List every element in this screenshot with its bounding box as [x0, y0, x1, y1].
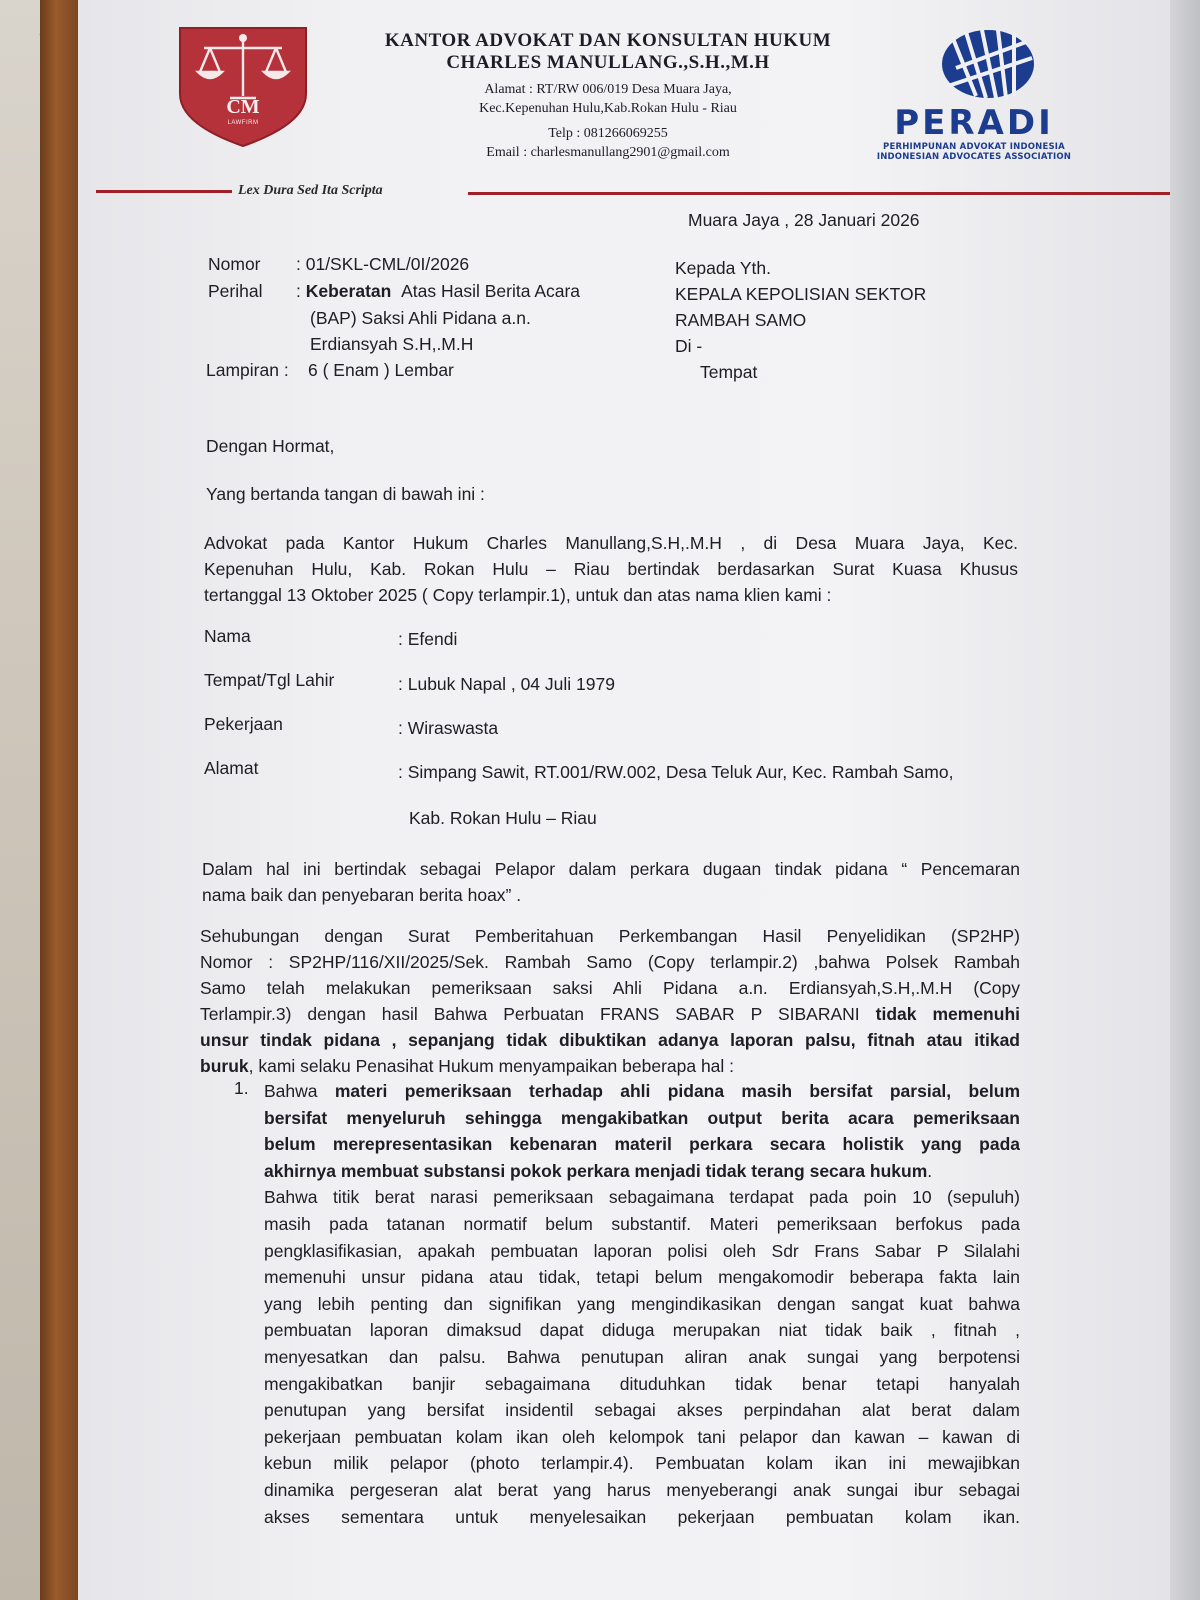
letterhead-motto: Lex Dura Sed Ita Scripta	[238, 183, 383, 198]
intro-line: Yang bertanda tangan di bawah ini :	[206, 484, 485, 504]
recipient-line2: KEPALA KEPOLISIAN SEKTOR	[675, 284, 927, 304]
client-pekerjaan-label: Pekerjaan	[204, 714, 283, 734]
office-name-line1: KANTOR ADVOKAT DAN KONSULTAN HUKUM	[384, 30, 832, 51]
phone-line: Telp : 081266069255	[548, 126, 668, 141]
letter-page	[78, 0, 1170, 1600]
client-nama-label: Nama	[204, 626, 251, 646]
letterhead-title-block	[308, 30, 908, 162]
office-name-line2: CHARLES MANULLANG.,S.H.,M.H	[446, 52, 770, 73]
address-line1: Alamat : RT/RW 006/019 Desa Muara Jaya,	[484, 82, 732, 97]
paragraph-capacity: Dalam hal ini bertindak sebagai Pelapor dalam perkara dugaan tindak pidana “ Pencemaran nama baik dan penyebaran berita hoax” .	[202, 859, 1020, 905]
client-ttl-value: : Lubuk Napal , 04 Juli 1979	[398, 674, 615, 694]
client-pekerjaan-value: : Wiraswasta	[398, 718, 499, 738]
salutation: Dengan Hormat,	[206, 436, 335, 456]
lampiran-value: 6 ( Enam ) Lembar	[308, 360, 454, 380]
address-line2: Kec.Kepenuhan Hulu,Kab.Rokan Hulu - Riau	[479, 101, 737, 116]
lampiran-label: Lampiran :	[206, 360, 289, 380]
perihal-line2: (BAP) Saksi Ahli Pidana a.n.	[310, 308, 531, 328]
item1-paragraph: Bahwa materi pemeriksaan terhadap ahli pidana masih bersifat parsial, belum bersifat menyeluruh sehingga mengakibatkan output berita acara pemeriksaan belum merepresentasikan kebenaran materil perkara secara holistik yang pada akhirnya membuat substansi pokok perkara menjadi tidak terang secara hukum. Bahwa titik berat narasi pemeriksaan sebagaimana terdapat pada poin 10 (sepuluh) masih pada tatanan normatif belum substantif. Materi pemeriksaan berfokus pada pengklasifikasian, apakah pembuatan laporan polisi oleh Sdr Frans Sabar P Silalahi memenuhi unsur pidana atau tidak, tetapi belum mengakomodir beberapa fakta lain yang lebih penting dan signifikan yang mengindikasikan dengan sangat kuat bahwa pembuatan laporan dimaksud dapat diduga merupakan niat tidak baik , fitnah , menyesatkan dan palsu. Bahwa penutupan aliran anak sungai yang berpotensi mengakibatkan banjir sebagaimana dituduhkan tidak benar tetapi hanyalah penutupan yang bersifat insidentil sebagai akses perpindahan alat berat dalam pekerjaan pembuatan kolam ikan oleh kelompok tani pelapor dan kawan – kawan di kebun milik pelapor (photo terlampir.4). Pembuatan kolam ikan ini mewajibkan dinamika pergeseran alat berat yang harus menyeberangi anak sungai ibur sebagai akses sementara untuk menyelesaikan pekerjaan pembuatan kolam ikan.	[264, 1081, 1020, 1527]
peradi-subtitle-id: PERHIMPUNAN ADVOKAT INDONESIA	[883, 142, 1065, 152]
client-alamat-value1: : Simpang Sawit, RT.001/RW.002, Desa Teluk Aur, Kec. Rambah Samo,	[398, 762, 954, 782]
perihal-label: Perihal	[208, 281, 263, 301]
client-nama-value: : Efendi	[398, 629, 458, 649]
peradi-subtitle-en: INDONESIAN ADVOCATES ASSOCIATION	[876, 152, 1072, 162]
client-ttl-label: Tempat/Tgl Lahir	[204, 670, 335, 690]
perihal-line3: Erdiansyah S.H,.M.H	[310, 334, 474, 354]
email-line: Email : charlesmanullang2901@gmail.com	[486, 145, 730, 160]
peradi-globe-icon	[848, 28, 1100, 108]
recipient-line1: Kepada Yth.	[675, 258, 772, 278]
nomor-value: : 01/SKL-CML/0I/2026	[296, 254, 470, 274]
date-line: Muara Jaya , 28 Januari 2026	[688, 210, 920, 230]
paragraph-power-of-attorney: Advokat pada Kantor Hukum Charles Manullang,S.H,.M.H , di Desa Muara Jaya, Kec. Kepenuhan Hulu, Kab. Rokan Hulu – Riau bertindak berdasarkan Surat Kuasa Khusus tertanggal 13 Oktober 2025 ( Copy terlampir.1), untuk dan atas nama klien kami :	[204, 533, 1018, 605]
nomor-label: Nomor	[208, 254, 261, 274]
recipient-line4: Di -	[675, 336, 703, 356]
logo-subtext: LAWFIRM	[227, 120, 259, 126]
recipient-line3: RAMBAH SAMO	[675, 310, 807, 330]
letterhead-rule-left	[96, 190, 232, 193]
client-alamat-label: Alamat	[204, 758, 259, 778]
wood-edge	[40, 0, 80, 1600]
scales-of-justice-icon	[174, 24, 312, 150]
letterhead-rule-right	[468, 192, 1170, 195]
cm-lawfirm-logo	[174, 24, 312, 150]
recipient-line5: Tempat	[700, 362, 758, 382]
desk-background-right	[1168, 0, 1200, 1600]
perihal-value: : Keberatan Atas Hasil Berita Acara	[296, 281, 581, 301]
peradi-wordmark: PERADI	[894, 103, 1054, 143]
item1-number: 1.	[234, 1078, 249, 1098]
paragraph-sp2hp: Sehubungan dengan Surat Pemberitahuan Perkembangan Hasil Penyelidikan (SP2HP) Nomor : SP2HP/116/XII/2025/Sek. Rambah Samo (Copy terlampir.2) ,bahwa Polsek Rambah Samo telah melakukan pemeriksaan saksi Ahli Pidana a.n. Erdiansyah,S.H,.M.H (Copy Terlampir.3) dengan hasil Bahwa Perbuatan FRANS SABAR P SIBARANI tidak memenuhi unsur tindak pidana , sepanjang tidak dibuktikan adanya laporan palsu, fitnah atau itikad buruk, kami selaku Penasihat Hukum menyampaikan beberapa hal :	[200, 926, 1020, 1076]
logo-initials: CM	[226, 96, 260, 118]
peradi-logo	[848, 28, 1100, 162]
client-alamat-value2: Kab. Rokan Hulu – Riau	[409, 808, 597, 828]
